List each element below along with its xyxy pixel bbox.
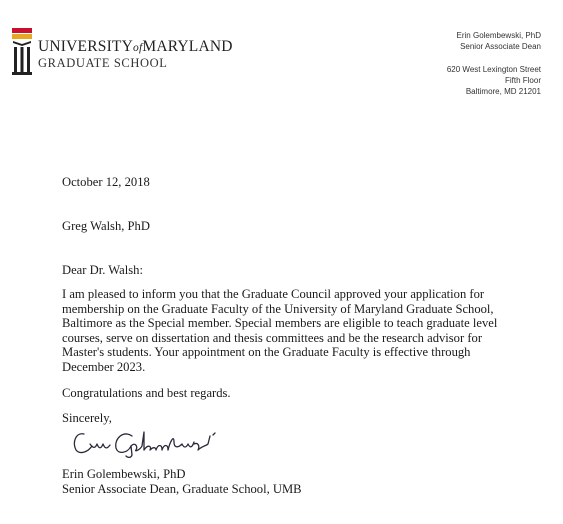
signature-block <box>62 467 302 496</box>
sender-title: Senior Associate Dean <box>460 42 541 51</box>
university-pillar-icon <box>12 28 32 76</box>
signatory-name: Erin Golembewski, PhD <box>62 467 186 481</box>
letter-date: October 12, 2018 <box>62 175 150 189</box>
sender-name: Erin Golembewski, PhD <box>456 31 541 40</box>
letter-body-paragraph <box>62 287 497 375</box>
letter-recipient: Greg Walsh, PhD <box>62 219 150 233</box>
paragraph-line: December 2023. <box>62 359 146 374</box>
paragraph-line: Baltimore as the Special member. Special members are eligible to teach graduate level <box>62 316 498 331</box>
letter-closing-line: Congratulations and best regards. <box>62 386 231 400</box>
paragraph-line: Master's students. Your appointment on the Graduate Faculty is effective through <box>62 345 471 360</box>
paragraph-line: courses, serve on dissertation and thesis committees and be the research advisor for <box>62 330 483 345</box>
sender-address-line1: 620 West Lexington Street <box>446 65 541 74</box>
signatory-title: Senior Associate Dean, Graduate School, UMB <box>62 481 302 496</box>
sender-block <box>447 30 541 97</box>
sender-address-line2: Fifth Floor <box>504 76 541 85</box>
logo-graduate-school: GRADUATE SCHOOL <box>38 56 168 70</box>
letter-salutation: Dear Dr. Walsh: <box>62 263 143 277</box>
paragraph-line: I am pleased to inform you that the Graduate Council approved your application for <box>62 287 485 301</box>
handwritten-signature <box>70 424 240 458</box>
letter-sign-off: Sincerely, <box>62 411 112 425</box>
letterhead-logo <box>12 28 233 78</box>
logo-university-name: UNIVERSITYofMARYLAND <box>38 38 233 55</box>
paragraph-line: membership on the Graduate Faculty of the University of Maryland Graduate School, <box>62 301 494 316</box>
sender-address-line3: Baltimore, MD 21201 <box>465 87 541 96</box>
